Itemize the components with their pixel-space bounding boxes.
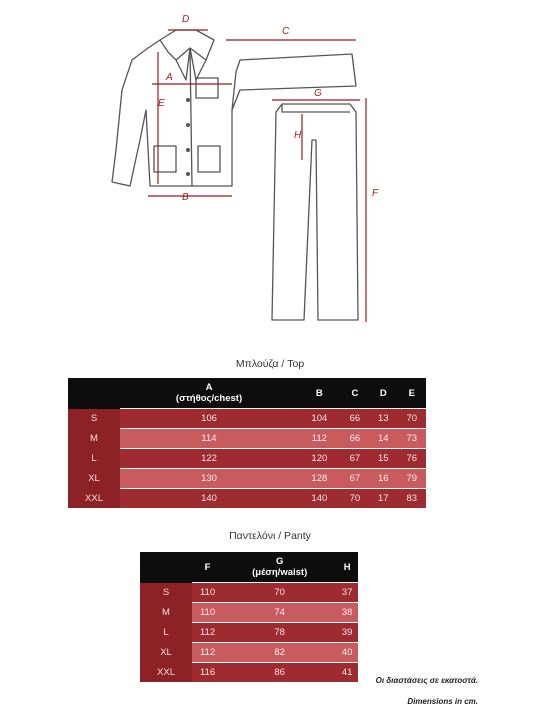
shirt-outline <box>112 40 356 186</box>
value-cell: 38 <box>336 603 358 623</box>
table-row <box>140 583 358 603</box>
value-cell: 13 <box>369 409 397 429</box>
value-cell: 16 <box>369 469 397 489</box>
value-cell: 112 <box>192 623 223 643</box>
value-cell: 66 <box>341 409 369 429</box>
size-cell: M <box>140 603 192 623</box>
shirt-collar <box>160 30 214 60</box>
value-cell: 122 <box>120 449 298 469</box>
header-cell: H <box>336 552 358 583</box>
size-cell: XXL <box>68 489 120 509</box>
size-cell: XXL <box>140 663 192 683</box>
header-cell: F <box>192 552 223 583</box>
size-cell: L <box>140 623 192 643</box>
value-cell: 130 <box>120 469 298 489</box>
size-cell: XL <box>140 643 192 663</box>
value-cell: 112 <box>192 643 223 663</box>
table-row <box>68 489 426 509</box>
value-cell: 15 <box>369 449 397 469</box>
header-cell: B <box>298 378 341 409</box>
units-note-english: Dimensions in cm. <box>407 697 478 706</box>
left-pocket <box>154 146 176 172</box>
value-cell: 78 <box>223 623 336 643</box>
right-pocket <box>198 146 220 172</box>
header-cell: C <box>341 378 369 409</box>
value-cell: 39 <box>336 623 358 643</box>
size-cell: M <box>68 429 120 449</box>
table-row <box>68 449 426 469</box>
value-cell: 86 <box>223 663 336 683</box>
label-c: C <box>282 26 290 37</box>
value-cell: 140 <box>298 489 341 509</box>
size-diagram <box>0 0 540 330</box>
value-cell: 70 <box>223 583 336 603</box>
value-cell: 104 <box>298 409 341 429</box>
label-d: D <box>182 14 190 25</box>
value-cell: 67 <box>341 469 369 489</box>
header-cell <box>68 378 120 409</box>
value-cell: 110 <box>192 603 223 623</box>
table-row <box>68 469 426 489</box>
label-h: H <box>294 130 302 141</box>
pants-table-title: Παντελόνι / Panty <box>229 530 311 542</box>
table-row <box>68 409 426 429</box>
header-cell: A (στήθος/chest) <box>120 378 298 409</box>
label-b: B <box>182 192 189 203</box>
value-cell: 106 <box>120 409 298 429</box>
top-table-title: Μπλούζα / Top <box>235 358 305 370</box>
value-cell: 128 <box>298 469 341 489</box>
value-cell: 120 <box>298 449 341 469</box>
units-note-greek: Οι διαστάσεις σε εκατοστά. <box>375 676 478 685</box>
value-cell: 70 <box>341 489 369 509</box>
value-cell: 83 <box>398 489 426 509</box>
top-size-table <box>68 378 426 508</box>
value-cell: 40 <box>336 643 358 663</box>
value-cell: 66 <box>341 429 369 449</box>
value-cell: 140 <box>120 489 298 509</box>
value-cell: 74 <box>223 603 336 623</box>
value-cell: 70 <box>398 409 426 429</box>
value-cell: 41 <box>336 663 358 683</box>
value-cell: 73 <box>398 429 426 449</box>
header-cell: E <box>398 378 426 409</box>
value-cell: 116 <box>192 663 223 683</box>
value-cell: 37 <box>336 583 358 603</box>
value-cell: 114 <box>120 429 298 449</box>
table-row <box>140 643 358 663</box>
value-cell: 110 <box>192 583 223 603</box>
value-cell: 14 <box>369 429 397 449</box>
table-row <box>140 603 358 623</box>
value-cell: 17 <box>369 489 397 509</box>
chest-pocket <box>196 78 218 98</box>
header-cell: D <box>369 378 397 409</box>
pants-size-table <box>140 552 358 682</box>
value-cell: 82 <box>223 643 336 663</box>
label-e: E <box>158 98 165 109</box>
header-cell: G (μέση/waist) <box>223 552 336 583</box>
table-row <box>140 663 358 683</box>
value-cell: 79 <box>398 469 426 489</box>
size-cell: S <box>140 583 192 603</box>
table-row <box>68 429 426 449</box>
size-cell: XL <box>68 469 120 489</box>
size-cell: S <box>68 409 120 429</box>
pants-outline <box>272 104 358 320</box>
table-row <box>140 623 358 643</box>
label-f: F <box>372 188 379 199</box>
label-a: A <box>166 72 173 83</box>
value-cell: 76 <box>398 449 426 469</box>
value-cell: 112 <box>298 429 341 449</box>
label-g: G <box>314 88 322 99</box>
header-cell <box>140 552 192 583</box>
size-cell: L <box>68 449 120 469</box>
value-cell: 67 <box>341 449 369 469</box>
